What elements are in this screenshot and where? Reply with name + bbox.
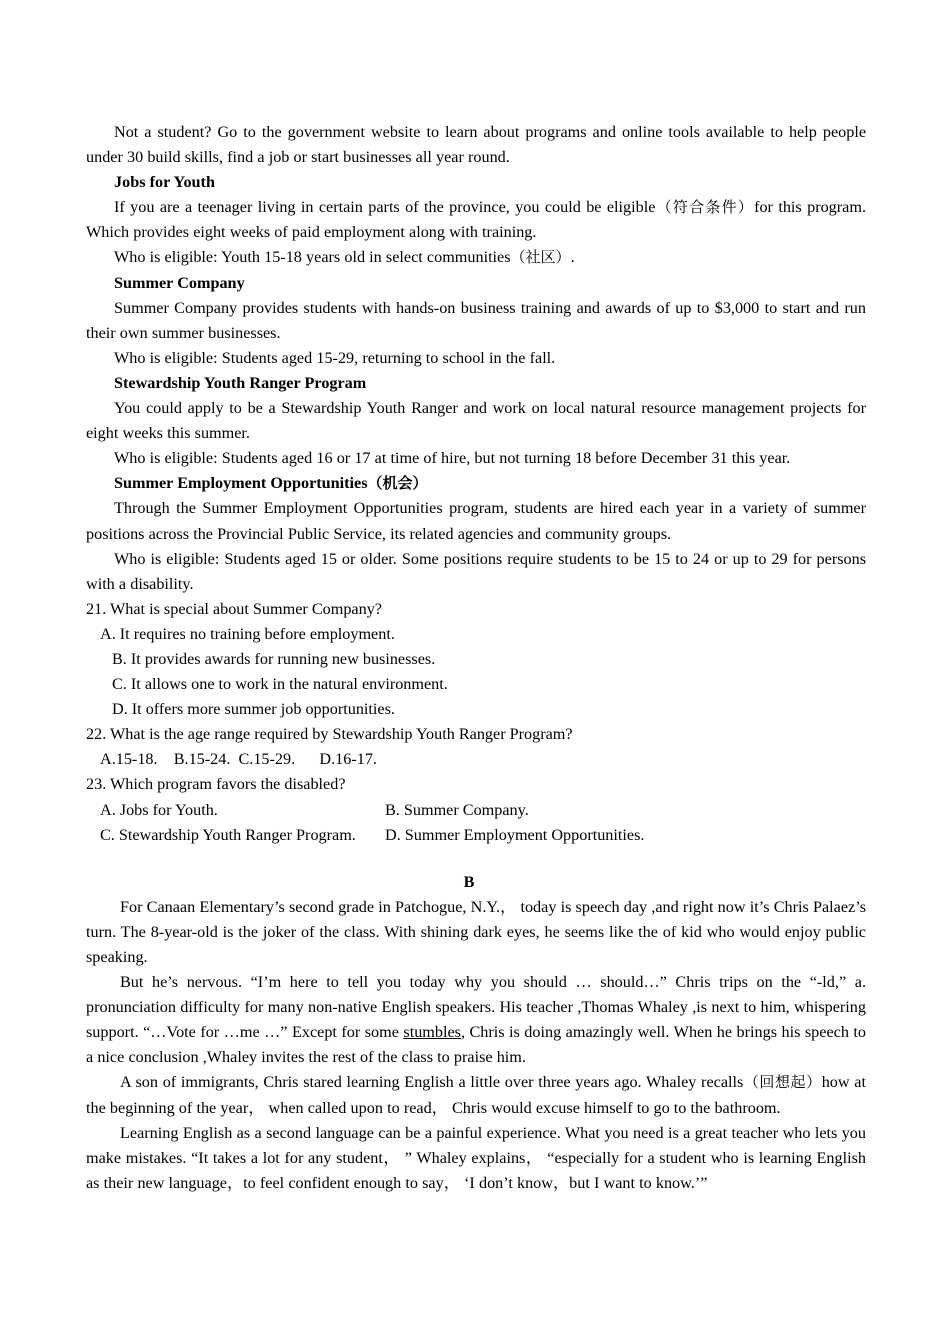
question-23-option-d[interactable]: D. Summer Employment Opportunities. (385, 825, 645, 844)
eligibility-text-part2: . (570, 248, 575, 267)
section-spacer (86, 848, 866, 870)
eligibility-text-part1: Who is eligible: Youth 15-18 years old in select communities (114, 248, 511, 267)
question-23-stem: 23. Which program favors the disabled? (86, 775, 346, 794)
passage-b-paragraph-3 (86, 1070, 866, 1120)
paragraph-2-text-part1: But he’s nervous. “I’m here to tell you today why you should … should…” Chris trips on the “-ld,” a. pronunciation difficulty for many non-native English speakers. His teacher ,Thomas Whaley ,is next to him, whispering support. “…Vote for …me …” Except for some (86, 973, 866, 1042)
program-heading-summer-employment-opportunities (86, 471, 866, 496)
program-eligibility-stewardship-youth-ranger: Who is eligible: Students aged 16 or 17 at time of hire, but not turning 18 before December 31 this year. (114, 449, 791, 468)
heading-text: Summer Employment Opportunities (114, 474, 368, 493)
question-23-option-b[interactable]: B. Summer Company. (385, 800, 529, 819)
passage-a-intro: Not a student? Go to the government website to learn about programs and online tools available to help people under 30 build skills, find a job or start businesses all year round. (86, 123, 866, 167)
document-body (86, 120, 866, 1196)
question-21-option-b[interactable]: B. It provides awards for running new businesses. (112, 649, 436, 668)
paragraph-2-text-part2: , Chris is doing amazingly well. When he brings his speech to a nice conclusion ,Whaley invites the rest of the class to praise him. (86, 1023, 866, 1067)
program-eligibility-summer-company: Who is eligible: Students aged 15-29, returning to school in the fall. (114, 348, 556, 367)
question-22-options[interactable]: A.15-18. B.15-24. C.15-29. D.16-17. (100, 750, 377, 769)
question-22-stem: 22. What is the age range required by Stewardship Youth Ranger Program? (86, 725, 573, 744)
description-text-part2: for this program. Which provides eight weeks of paid employment along with training. (86, 198, 866, 242)
question-21 (86, 597, 866, 722)
passage-b-paragraph-1: For Canaan Elementary’s second grade in Patchogue, N.Y.， today is speech day ,and right now it’s Chris Palaez’s turn. The 8-year-old is the joker of the class. With shining dark eyes, he seems like the of kid who would enjoy public speaking. (86, 897, 866, 966)
paragraph-3-text-part1: A son of immigrants, Chris stared learning English a little over three years ago. Whaley recalls (120, 1073, 744, 1092)
question-23-option-c[interactable]: C. Stewardship Youth Ranger Program. (100, 825, 356, 844)
section-heading-b: B (463, 872, 475, 891)
program-heading-summer-company: Summer Company (114, 273, 245, 292)
question-21-option-a[interactable]: A. It requires no training before employment. (100, 624, 395, 643)
underlined-word-stumbles: stumbles (403, 1023, 461, 1042)
passage-b-paragraph-4: Learning English as a second language can be a painful experience. What you need is a great teacher who lets you make mistakes. “It takes a lot for any student， ” Whaley explains， “especially for a student who is learning English as their new language，to feel confident enough to say， ‘I don’t know，but I want to know.’” (86, 1123, 866, 1192)
program-heading-jobs-for-youth: Jobs for Youth (114, 173, 215, 192)
question-21-stem: 21. What is special about Summer Company? (86, 599, 382, 618)
paragraph-3-text-part2: how at the beginning of the year， when called upon to read， Chris would excuse himself to go to the bathroom. (86, 1073, 866, 1117)
question-21-option-d[interactable]: D. It offers more summer job opportunities. (112, 700, 395, 719)
program-description-summer-employment-opportunities: Through the Summer Employment Opportunities program, students are hired each year in a variety of summer positions across the Provincial Public Service, its related agencies and community groups. (86, 499, 866, 543)
program-heading-stewardship-youth-ranger: Stewardship Youth Ranger Program (114, 373, 367, 392)
chinese-gloss-recalls: （回想起） (743, 1073, 822, 1092)
chinese-gloss-opportunities: （机会） (367, 474, 428, 493)
description-text-part1: If you are a teenager living in certain parts of the province, you could be eligible (114, 198, 656, 217)
question-23-option-row-2 (86, 823, 866, 848)
question-23-option-a[interactable]: A. Jobs for Youth. (100, 800, 218, 819)
program-description-jobs-for-youth (86, 195, 866, 245)
question-21-option-c[interactable]: C. It allows one to work in the natural environment. (112, 675, 448, 694)
program-description-stewardship-youth-ranger: You could apply to be a Stewardship Youth Ranger and work on local natural resource management projects for eight weeks this summer. (86, 399, 866, 443)
program-eligibility-summer-employment-opportunities: Who is eligible: Students aged 15 or older. Some positions require students to be 15 to 24 or up to 29 for persons with a disability. (86, 549, 866, 593)
question-23 (86, 772, 866, 847)
passage-b-paragraph-2 (86, 970, 866, 1070)
question-22 (86, 722, 866, 772)
program-description-summer-company: Summer Company provides students with hands-on business training and awards of up to $3,000 to start and run their own summer businesses. (86, 298, 866, 342)
program-eligibility-jobs-for-youth (86, 245, 866, 270)
chinese-gloss-eligible: （符合条件） (655, 198, 755, 217)
question-23-option-row-1 (86, 798, 866, 823)
chinese-gloss-community: （社区） (510, 248, 571, 267)
